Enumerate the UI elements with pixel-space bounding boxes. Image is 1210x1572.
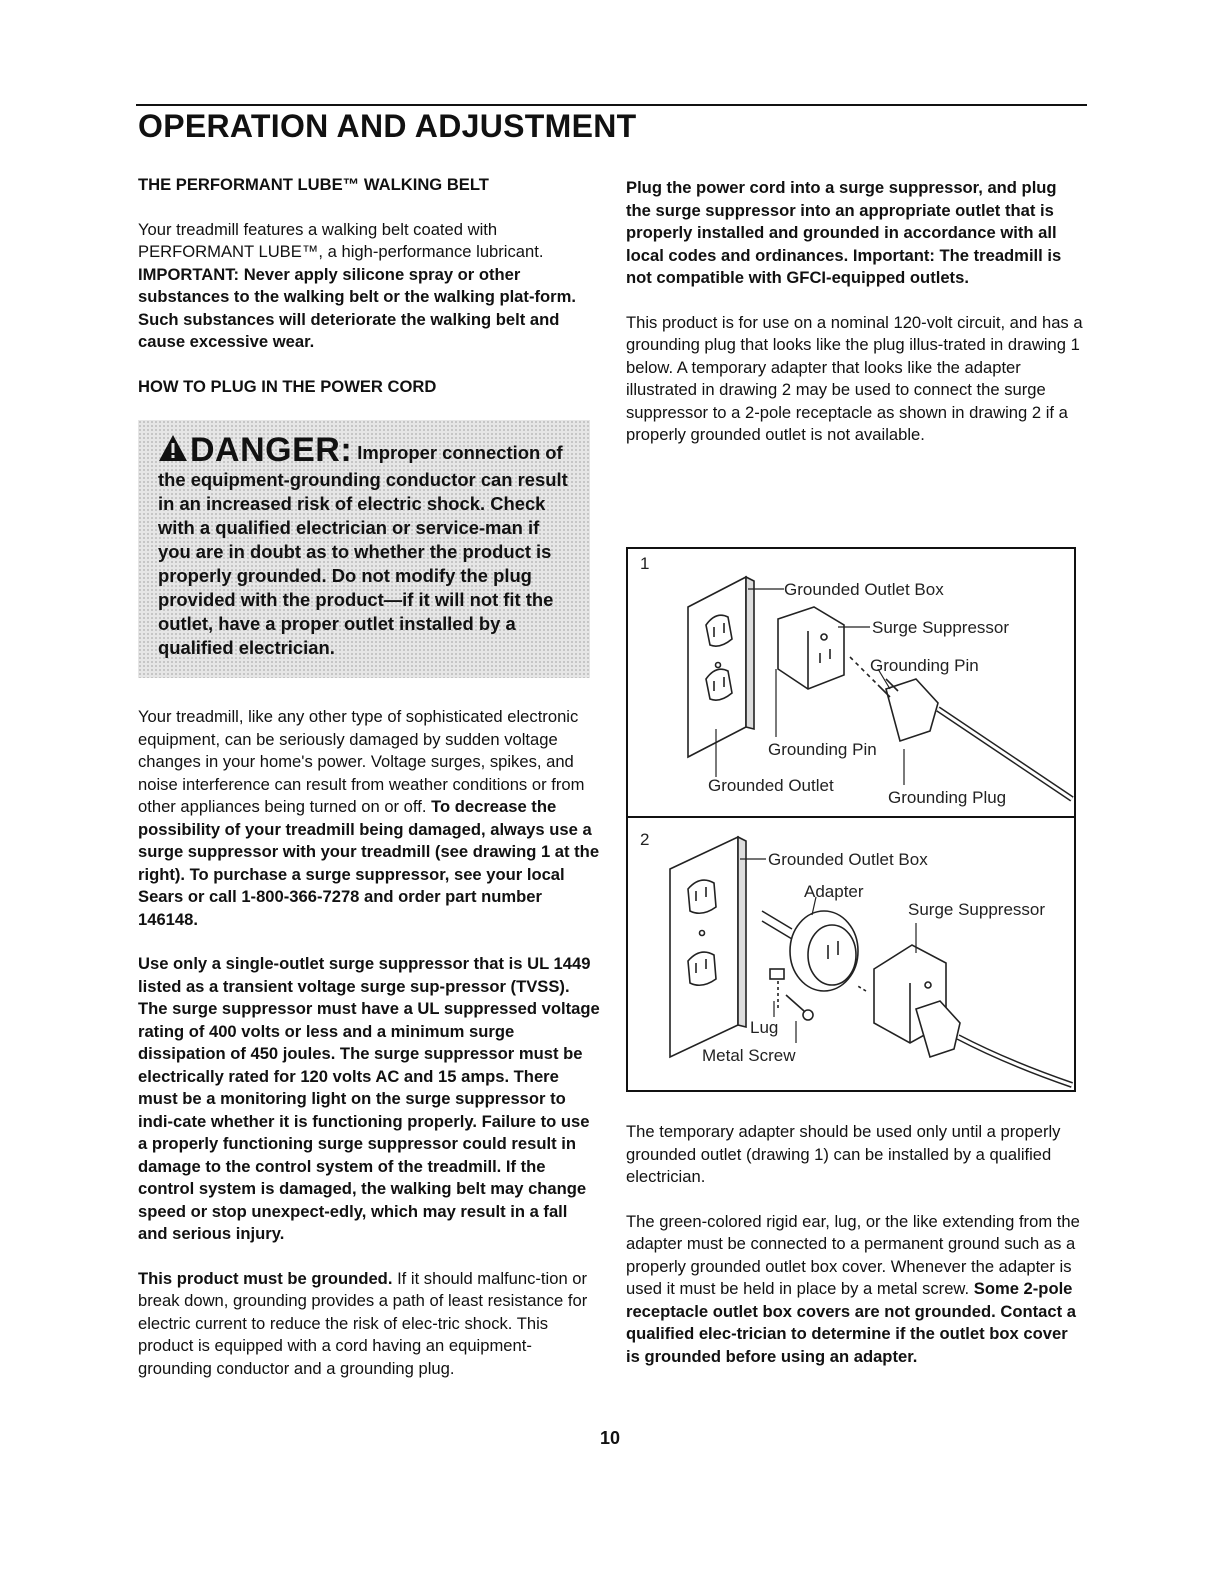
left-column [138, 174, 600, 1402]
d2-label-lug: Lug [750, 1018, 779, 1037]
ear-note-paragraph [626, 1211, 1086, 1369]
grounded-continued [626, 177, 1086, 290]
title-rule [136, 104, 1087, 106]
adapter-note: The temporary adapter should be used only until a properly grounded outlet (drawing 1) can be installed by a qualified electrician. [626, 1122, 1061, 1186]
drawing1-grounded-outlet [688, 577, 754, 757]
page-number: 10 [599, 1428, 621, 1448]
drawings-box [626, 547, 1076, 1092]
ear-note-bold: Some 2-pole receptacle outlet box covers are not grounded. Contact a qualified elec-trician to determine if the outlet box cover is grounded before using an adapter. [626, 1279, 1076, 1366]
drawing1-number: 1 [640, 554, 650, 573]
danger-warning-box [138, 420, 590, 678]
lube-text: Your treadmill features a walking belt coated with PERFORMANT LUBE™, a high-performance lubricant. [138, 219, 544, 261]
right-column-bottom [626, 1121, 1086, 1390]
ear-note-text: The green-colored rigid ear, lug, or the like extending from the adapter must be connected to a permanent ground such as a properly grounded outlet box cover. Whenever the adapter is used it must be held in place by a metal screw. [626, 1211, 1080, 1298]
d1-label-grounding-pin-bottom: Grounding Pin [768, 740, 877, 759]
d2-label-surge-suppressor: Surge Suppressor [908, 900, 1046, 919]
surge-paragraph [138, 706, 600, 931]
d1-label-grounded-outlet: Grounded Outlet [708, 776, 834, 795]
lube-important: IMPORTANT: Never apply silicone spray or other substances to the walking belt or the walking plat-form. Such substances will deteriorate the walking belt and cause excessive wear. [138, 264, 576, 351]
power-cord-heading: HOW TO PLUG IN THE POWER CORD [138, 376, 437, 396]
d2-label-outlet-box: Grounded Outlet Box [768, 850, 928, 869]
drawing1-surge-suppressor-device [778, 607, 844, 689]
d1-label-grounding-pin-right: Grounding Pin [870, 656, 979, 675]
outlet-drawings [628, 549, 1074, 1090]
drawing2-adapter-device [762, 911, 858, 991]
single-outlet-paragraph [138, 953, 600, 1246]
d2-label-metal-screw: Metal Screw [702, 1046, 796, 1065]
page-title: OPERATION AND ADJUSTMENT [138, 108, 637, 144]
d1-label-outlet-box: Grounded Outlet Box [784, 580, 944, 599]
lube-heading: THE PERFORMANT LUBE™ WALKING BELT [138, 175, 489, 194]
grounded-bold2: Plug the power cord into a surge suppressor, and plug the surge suppressor into an appropriate outlet that is properly installed and grounded in accordance with all local codes and ordinances. Important: The treadmill is not compatible with GFCI-equipped outlets. [626, 178, 1062, 287]
drawing2-number: 2 [640, 830, 650, 849]
danger-label: DANGER: [190, 431, 353, 469]
circuit-paragraph: This product is for use on a nominal 120-volt circuit, and has a grounding plug that looks like the plug illus-trated in drawing 1 below. A temporary adapter that looks like the adapter illustrated in drawing 2 may be used to connect the surge suppressor to a 2-pole receptacle as shown in drawing 2 if a properly grounded outlet is not available. [626, 312, 1083, 444]
danger-body: Improper connection of the equipment-grounding conductor can result in an increased risk of electric shock. Check with a qualified electrician or service-man if you are in doubt as to whether the product is properly grounded. Do not modify the plug provided with the product—if it will not fit the outlet, have a proper outlet installed by a qualified electrician. [158, 442, 568, 658]
single-outlet-text: Use only a single-outlet surge suppressor that is UL 1449 listed as a transient voltage surge sup-pressor (TVSS). The surge suppressor must have a UL suppressed voltage rating of 400 volts or less and a minimum surge dissipation of 450 joules. The surge suppressor must be electrically rated for 120 volts AC and 15 amps. There must be a monitoring light on the surge suppressor to indi-cate whether it is functioning properly. Failure to use a properly functioning surge suppressor could result in damage to the control system of the treadmill. If the control system is damaged, the walking belt may change speed or stop unexpect-edly, which may result in a fall and serious injury. [138, 954, 600, 1243]
lube-paragraph [138, 219, 600, 354]
drawing2-surge-suppressor-device [856, 945, 1072, 1085]
surge-bold: To decrease the possibility of your treadmill being damaged, always use a surge suppressor with your treadmill (see drawing 1 at the right). To purchase a surge suppressor, see your local Sears or call 1-800-366-7278 and order part number 146148. [138, 797, 600, 929]
surge-text: Your treadmill, like any other type of sophisticated electronic equipment, can be seriously damaged by sudden voltage changes in your home's power. Voltage surges, spikes, and noise interference can result from weather conditions or from other appliances being turned on or off. [138, 707, 585, 816]
d1-label-grounding-plug: Grounding Plug [888, 788, 1007, 807]
warning-triangle-icon [158, 434, 188, 468]
danger-warning-text [158, 431, 570, 660]
d2-label-adapter: Adapter [804, 882, 864, 901]
drawing2-two-pole-outlet [670, 837, 746, 1057]
right-column-top [626, 177, 1086, 469]
grounded-text: If it should malfunc-tion or break down, grounding provides a path of least resistance for electric current to reduce the risk of elec-tric shock. This product is equipped with a cord having an equipment-grounding conductor and a grounding plug. [138, 1268, 588, 1378]
d1-label-surge-suppressor: Surge Suppressor [872, 618, 1010, 637]
grounded-paragraph [138, 1268, 600, 1381]
grounded-bold: This product must be grounded. [138, 1268, 393, 1288]
